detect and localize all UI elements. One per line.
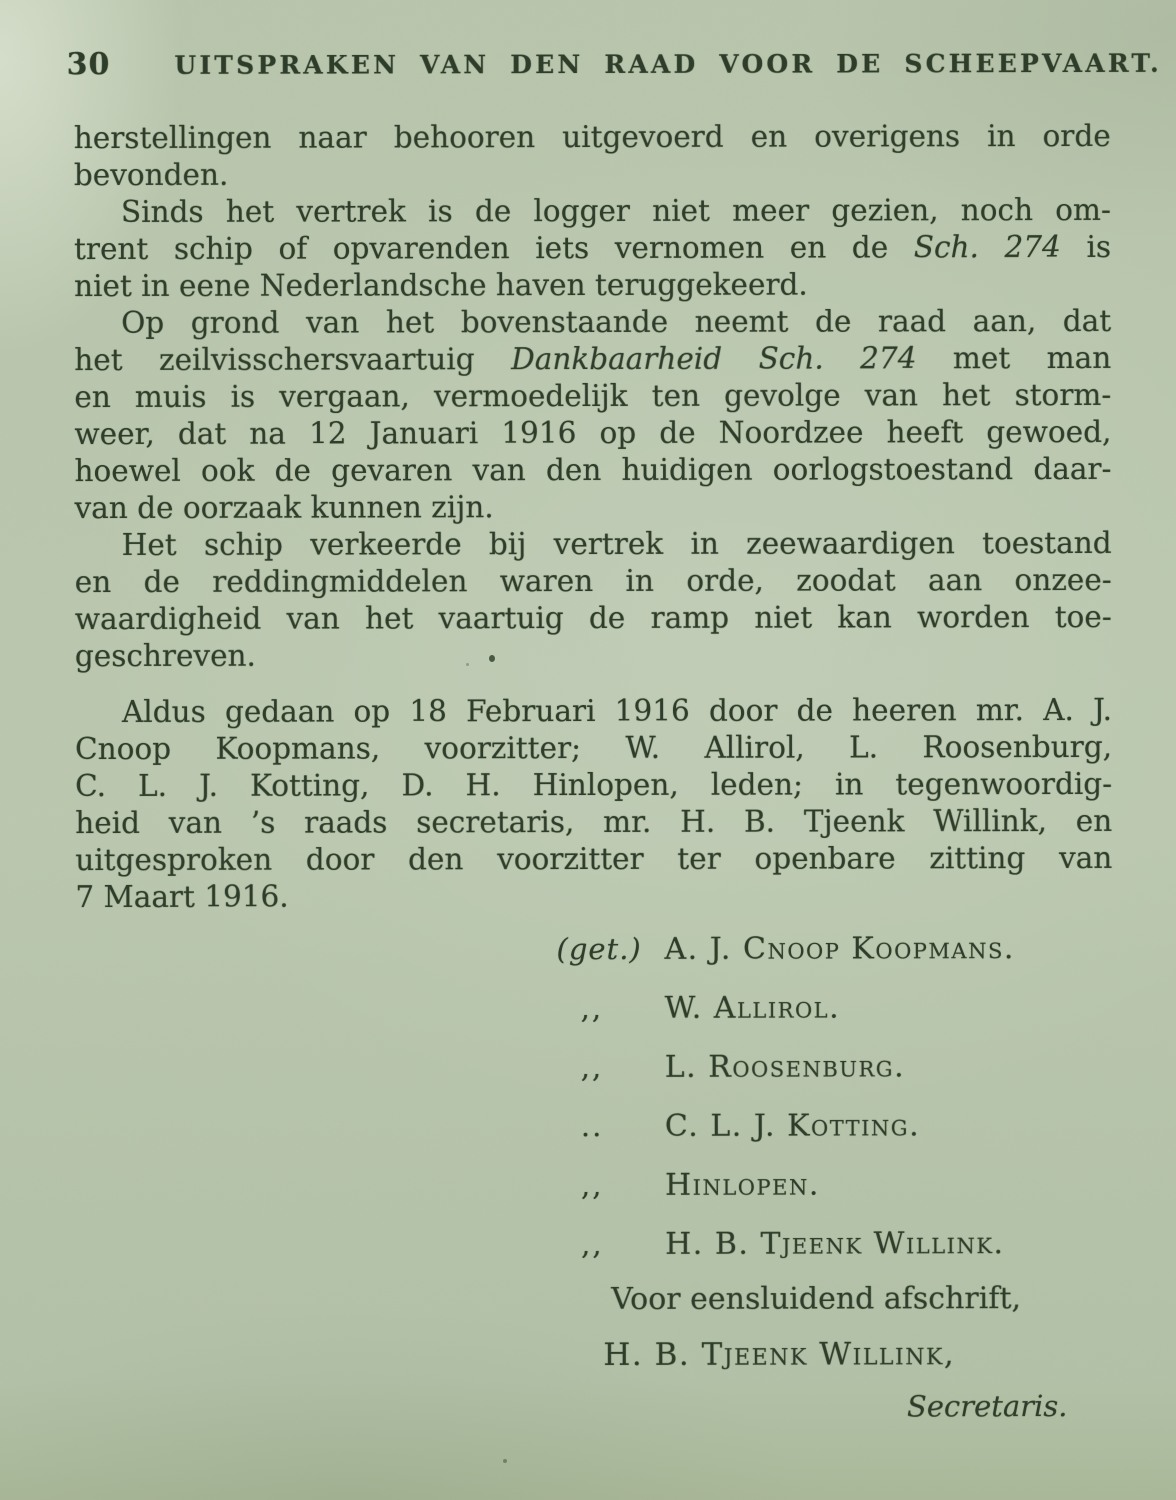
text-segment: Het schip verkeerde bij vertrek in zeewaardigen toestand — [121, 525, 1112, 562]
text-segment: van de oorzaak kunnen zijn. — [74, 490, 494, 526]
paragraph — [74, 303, 1111, 527]
text-segment: weer, dat na 12 Januari 1916 op de Noordzee heeft gewoed, — [74, 414, 1112, 452]
signature-row — [557, 1105, 1176, 1147]
signatory-name: W. Allirol. — [664, 990, 841, 1026]
text-line — [74, 414, 1111, 453]
closing-signatory-title: Secretaris. — [906, 1388, 1068, 1424]
text-segment: 7 Maart 1916. — [75, 879, 289, 915]
text-segment: uitgesproken door den voorzitter ter openbare zitting van — [75, 840, 1113, 878]
text-line — [74, 266, 1111, 305]
text-segment: herstellingen naar behooren uitgevoerd en overigens in orde — [73, 118, 1111, 156]
text-line — [74, 377, 1111, 416]
closing-signatory-name: H. B. Tjeenk Willink, — [603, 1336, 956, 1373]
text-segment: met man — [916, 340, 1112, 376]
signature-row — [557, 1223, 1176, 1265]
text-line — [74, 451, 1111, 490]
text-segment: heid van ’s raads secretaris, mr. H. B. Tjeenk Willink, en — [75, 803, 1113, 841]
text-line — [75, 840, 1112, 879]
text-segment: en muis is vergaan, vermoedelijk ten gevolge van het storm- — [74, 377, 1112, 415]
text-line — [75, 599, 1112, 638]
ditto-mark: ,, — [581, 1226, 604, 1262]
ink-spot — [503, 1459, 507, 1463]
text-line — [75, 692, 1112, 731]
text-segment: en de reddingmiddelen waren in orde, zoodat aan onzee- — [74, 562, 1112, 600]
text-line — [74, 340, 1111, 379]
signatory-name: A. J. Cnoop Koopmans. — [664, 931, 1015, 967]
ditto-mark: ,, — [580, 1049, 604, 1085]
signatory-name: Hinlopen. — [664, 1167, 820, 1203]
signature-row — [557, 987, 1176, 1029]
text-line — [75, 877, 1112, 916]
text-line — [74, 118, 1111, 157]
closing-attestation: Voor eensluidend afschrift, — [611, 1281, 1022, 1317]
vessel-name-italic: Dankbaarheid Sch. 274 — [511, 341, 917, 377]
ditto-mark: ,, — [580, 1167, 604, 1203]
text-segment: trent schip of opvarenden iets vernomen en de — [73, 230, 914, 267]
running-title: UITSPRAKEN VAN DEN RAAD VOOR DE SCHEEPVAART. — [174, 48, 1162, 80]
signatory-name: C. L. J. Kotting. — [664, 1108, 921, 1144]
text-segment: geschreven. — [74, 638, 256, 674]
text-line — [75, 525, 1112, 564]
signatory-name: H. B. Tjeenk Willink. — [665, 1226, 1005, 1262]
signature-row — [557, 1046, 1176, 1088]
text-segment: C. L. J. Kotting, D. H. Hinlopen, leden; in tegenwoordig- — [75, 766, 1113, 804]
text-segment: Op grond van het bovenstaande neemt de raad aan, dat — [121, 303, 1112, 340]
ditto-mark: ,, — [580, 990, 604, 1026]
signatory-name: L. Roosenburg. — [664, 1049, 906, 1085]
text-segment: Aldus gedaan op 18 Februari 1916 door de heeren mr. A. J. — [121, 692, 1113, 729]
signature-list — [556, 928, 1176, 1265]
text-line — [74, 229, 1111, 268]
text-segment: bevonden. — [73, 157, 229, 193]
text-segment: Sinds het vertrek is de logger niet meer gezien, noch om- — [120, 192, 1111, 229]
paragraph — [75, 525, 1112, 675]
page-number: 30 — [66, 46, 111, 83]
paragraph — [74, 192, 1111, 305]
signature-row — [557, 1164, 1176, 1206]
paragraph — [75, 692, 1112, 916]
text-line — [74, 192, 1111, 231]
text-segment: is — [1060, 229, 1112, 265]
body-text — [74, 118, 1113, 916]
ditto-mark: .. — [580, 1108, 604, 1144]
text-segment: niet in eene Nederlandsche haven teruggekeerd. — [74, 267, 808, 304]
text-line — [75, 562, 1112, 601]
text-line — [75, 803, 1112, 842]
signature-row — [556, 928, 1176, 970]
text-line — [75, 488, 1112, 527]
vessel-name-italic: Sch. 274 — [913, 230, 1061, 265]
closing-block — [603, 1281, 1073, 1424]
text-line — [75, 766, 1112, 805]
signed-abbreviation: (get.) — [556, 931, 642, 967]
text-line — [74, 303, 1111, 342]
text-line — [75, 729, 1112, 768]
text-segment: waardigheid van het vaartuig de ramp niet kan worden toe- — [74, 599, 1112, 637]
text-segment: het zeilvisschersvaartuig — [74, 342, 512, 378]
page-header — [0, 0, 1175, 82]
text-line — [74, 155, 1111, 194]
text-segment: hoewel ook de gevaren van den huidigen oorlogstoestand daar- — [74, 451, 1112, 489]
text-line — [75, 636, 1112, 675]
text-segment: Cnoop Koopmans, voorzitter; W. Allirol, L. Roosenburg, — [75, 729, 1113, 767]
paragraph — [74, 118, 1111, 194]
